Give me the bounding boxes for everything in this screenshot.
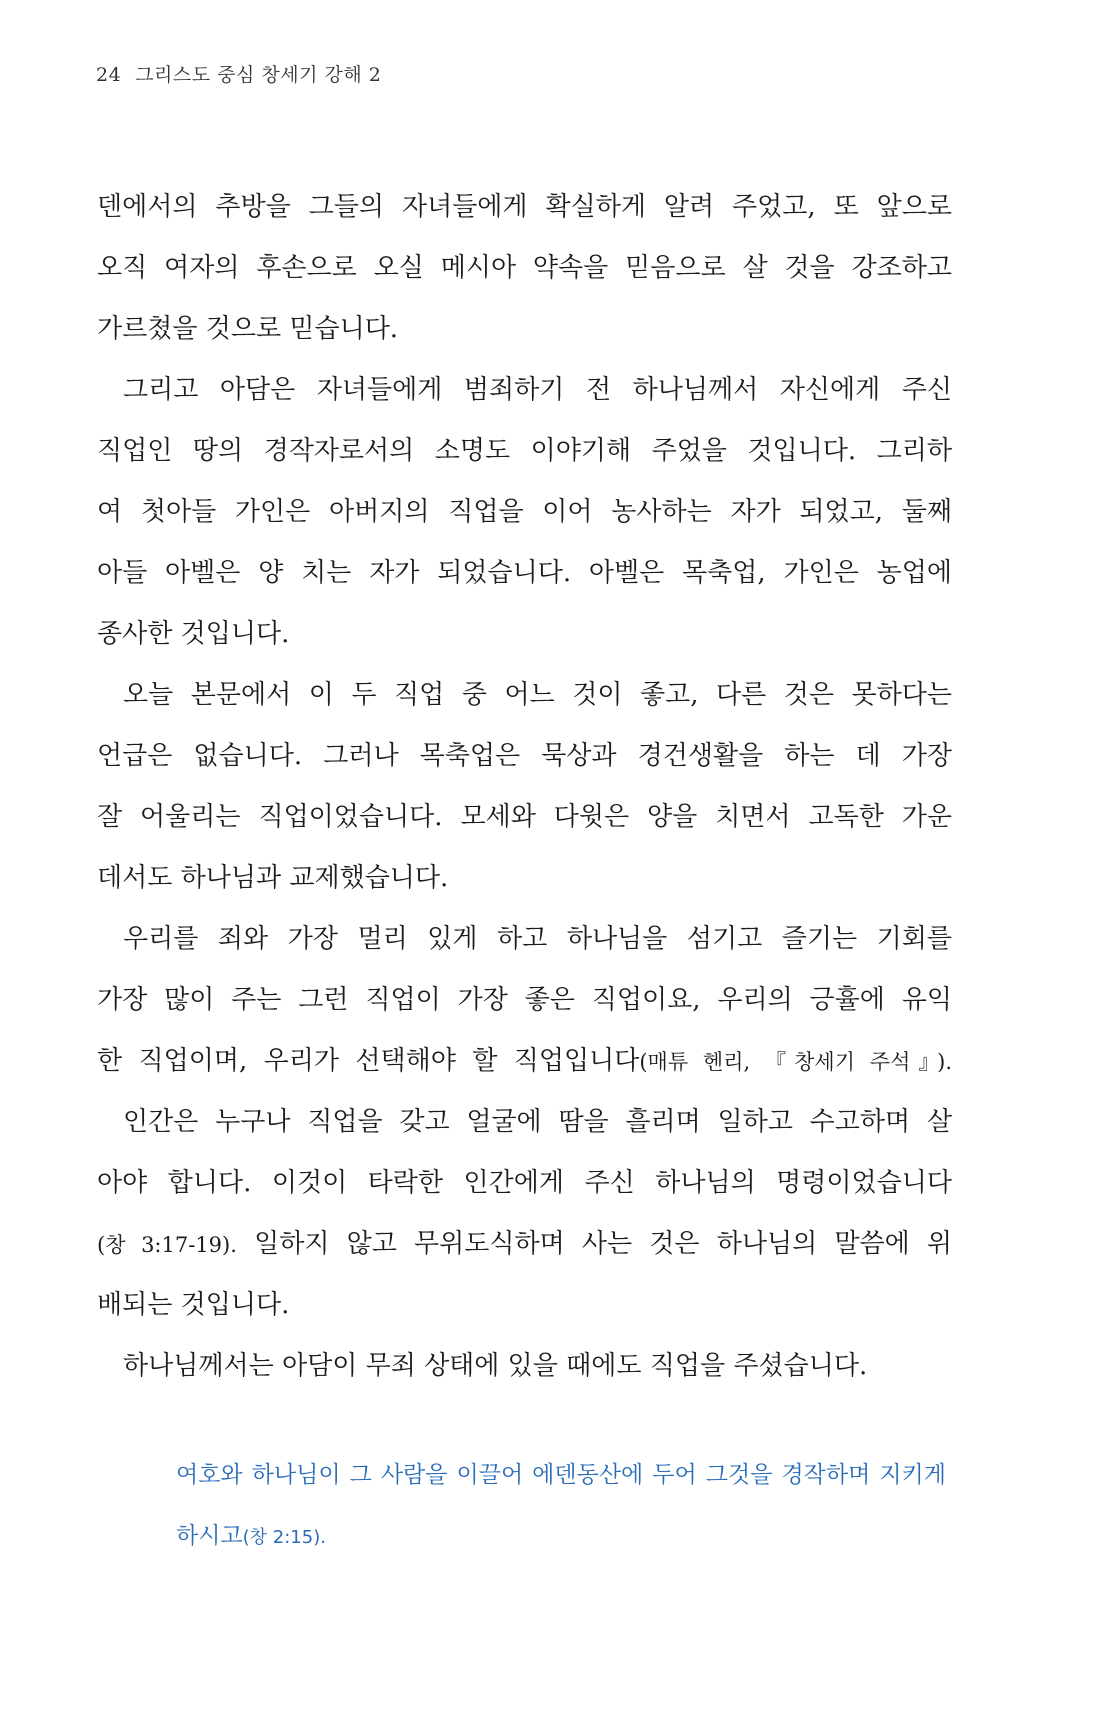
text-line: 오직 여자의 후손으로 오실 메시아 약속을 믿음으로 살 것을 강조하고 bbox=[97, 253, 952, 283]
text-line: 오늘 본문에서 이 두 직업 중 어느 것이 좋고, 다른 것은 못하다는 bbox=[123, 680, 952, 710]
text-line: 인간은 누구나 직업을 갖고 얼굴에 땀을 흘리며 일하고 수고하며 살 bbox=[123, 1107, 952, 1137]
text-line: 언급은 없습니다. 그러나 목축업은 묵상과 경건생활을 하는 데 가장 bbox=[97, 741, 952, 771]
text-line-with-citation bbox=[97, 1031, 952, 1092]
text-line: 여 첫아들 가인은 아버지의 직업을 이어 농사하는 자가 되었고, 둘째 bbox=[97, 497, 952, 527]
text-segment: 일하지 않고 무위도식하며 사는 것은 하나님의 말씀에 위 bbox=[236, 1229, 952, 1259]
text-line: 덴에서의 추방을 그들의 자녀들에게 확실하게 알려 주었고, 또 앞으로 bbox=[97, 192, 952, 222]
text-line: 데서도 하나님과 교제했습니다. bbox=[97, 863, 449, 893]
book-title: 그리스도 중심 창세기 강해 2 bbox=[135, 64, 382, 86]
quote-text: 하시고 bbox=[176, 1523, 243, 1549]
text-line: 아야 합니다. 이것이 타락한 인간에게 주신 하나님의 명령이었습니다 bbox=[97, 1168, 952, 1198]
citation: (매튜 헨리, 『창세기 주석』). bbox=[639, 1050, 952, 1074]
page-number: 24 bbox=[96, 64, 122, 86]
quote-reference: (창 2:15). bbox=[242, 1527, 326, 1548]
text-line: 우리를 죄와 가장 멀리 있게 하고 하나님을 섬기고 즐기는 기회를 bbox=[123, 924, 952, 954]
quote-line bbox=[176, 1506, 946, 1567]
scripture-quote bbox=[176, 1445, 946, 1567]
text-segment: 한 직업이며, 우리가 선택해야 할 직업입니다 bbox=[97, 1046, 640, 1076]
body-text bbox=[97, 177, 952, 1397]
text-line-with-reference bbox=[97, 1214, 952, 1275]
text-line: 잘 어울리는 직업이었습니다. 모세와 다윗은 양을 치면서 고독한 가운 bbox=[97, 802, 952, 832]
text-line: 배되는 것입니다. bbox=[97, 1290, 290, 1320]
text-line: 하나님께서는 아담이 무죄 상태에 있을 때에도 직업을 주셨습니다. bbox=[123, 1351, 868, 1381]
text-line: 가장 많이 주는 그런 직업이 가장 좋은 직업이요, 우리의 긍휼에 유익 bbox=[97, 985, 952, 1015]
scripture-reference: (창 3:17-19). bbox=[97, 1233, 237, 1257]
text-line: 직업인 땅의 경작자로서의 소명도 이야기해 주었을 것입니다. 그리하 bbox=[97, 436, 952, 466]
quote-line: 여호와 하나님이 그 사람을 이끌어 에덴동산에 두어 그것을 경작하며 지키게 bbox=[176, 1462, 946, 1488]
text-line: 아들 아벨은 양 치는 자가 되었습니다. 아벨은 목축업, 가인은 농업에 bbox=[97, 558, 952, 588]
running-head bbox=[96, 60, 381, 87]
text-line: 그리고 아담은 자녀들에게 범죄하기 전 하나님께서 자신에게 주신 bbox=[123, 375, 952, 405]
text-line: 종사한 것입니다. bbox=[97, 619, 290, 649]
text-line: 가르쳤을 것으로 믿습니다. bbox=[97, 314, 399, 344]
